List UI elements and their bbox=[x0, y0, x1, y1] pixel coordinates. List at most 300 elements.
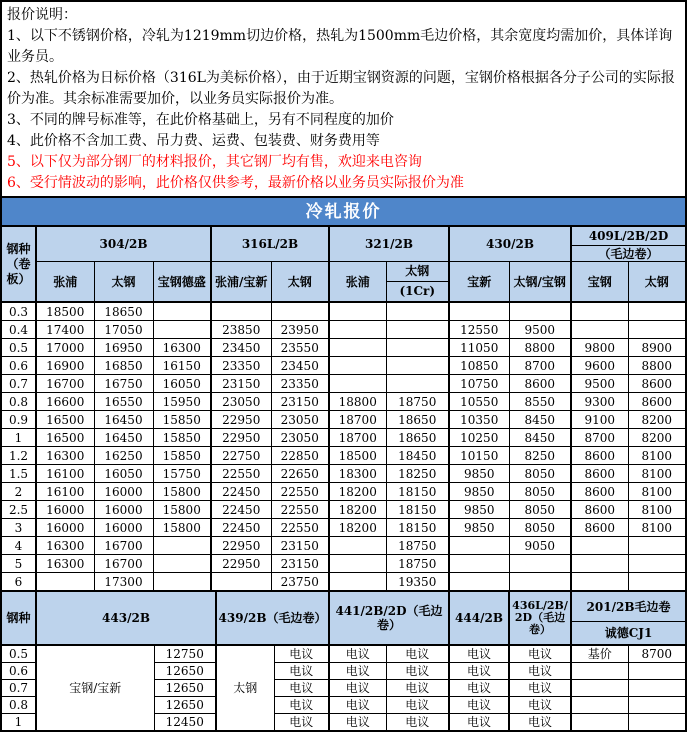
price-cell: 23850 bbox=[211, 321, 271, 339]
price-cell bbox=[628, 321, 686, 339]
group-header-439-2b: 439/2B（毛边卷） bbox=[216, 591, 329, 645]
price-cell: 18200 bbox=[329, 519, 386, 537]
price-cell: 16550 bbox=[94, 393, 153, 411]
price-cell: 17050 bbox=[94, 321, 153, 339]
price-cell: 22450 bbox=[211, 501, 271, 519]
note-line: 6、受行情波动的影响，此价格仅供参考，最新价格以业务员实际报价为准 bbox=[7, 175, 464, 191]
price-cell: 16000 bbox=[36, 519, 94, 537]
price-cell: 8100 bbox=[628, 483, 686, 501]
table-row bbox=[1, 302, 686, 321]
price-cell: 16450 bbox=[94, 429, 153, 447]
price-cell: 16900 bbox=[36, 357, 94, 375]
negotiable-cell: 电议 bbox=[386, 645, 449, 663]
mill-header-taigang-409l: 太钢 bbox=[628, 262, 686, 303]
notes-list bbox=[7, 26, 680, 194]
mill-header-baoxin-430: 宝新 bbox=[449, 262, 509, 303]
price-cell bbox=[628, 573, 686, 592]
group-header-316l-2b: 316L/2B bbox=[211, 226, 329, 262]
price-cell: 23350 bbox=[271, 375, 329, 393]
group-subheader-409l-millEdge: （毛边卷） bbox=[571, 246, 686, 262]
row-label-thickness: 1.2 bbox=[1, 447, 36, 465]
price-cell: 11050 bbox=[449, 339, 509, 357]
price-cell: 16050 bbox=[153, 375, 211, 393]
price-cell bbox=[386, 339, 449, 357]
group-header-436l-2b-2d: 436L/2B/2D（毛边卷） bbox=[509, 591, 571, 645]
price-cell bbox=[386, 321, 449, 339]
base-price-value bbox=[628, 714, 686, 732]
price-cell: 18150 bbox=[386, 501, 449, 519]
price-cell: 18150 bbox=[386, 519, 449, 537]
row-label-thickness: 0.6 bbox=[1, 357, 36, 375]
price-cell bbox=[449, 573, 509, 592]
mill-header-1cr-321: (1Cr) bbox=[387, 281, 449, 301]
negotiable-cell: 电议 bbox=[329, 714, 386, 732]
corner-header-grade-2: 钢种 bbox=[1, 591, 36, 645]
table-row bbox=[1, 429, 686, 447]
price-cell: 16500 bbox=[36, 429, 94, 447]
price-cell: 15800 bbox=[153, 483, 211, 501]
table-row bbox=[1, 465, 686, 483]
price-cell: 9050 bbox=[509, 537, 571, 555]
price-cell: 16700 bbox=[94, 555, 153, 573]
price-cell: 8250 bbox=[509, 447, 571, 465]
price-cell bbox=[329, 573, 386, 592]
price-cell: 8600 bbox=[571, 501, 628, 519]
price-cell: 9600 bbox=[571, 357, 628, 375]
row-label-thickness: 0.4 bbox=[1, 321, 36, 339]
price-cell: 18750 bbox=[386, 555, 449, 573]
price-cell: 8700 bbox=[509, 357, 571, 375]
price-cell bbox=[628, 555, 686, 573]
price-cell: 8600 bbox=[571, 519, 628, 537]
price-cell: 9850 bbox=[449, 501, 509, 519]
price-cell: 22450 bbox=[211, 519, 271, 537]
price-cell bbox=[449, 302, 509, 321]
ferritic-quotation-table bbox=[0, 590, 687, 732]
price-cell bbox=[571, 573, 628, 592]
price-cell: 16300 bbox=[36, 555, 94, 573]
mill-header-zhangpu-321: 张浦 bbox=[329, 262, 386, 303]
price-cell: 23150 bbox=[271, 393, 329, 411]
table-row bbox=[1, 573, 686, 592]
price-cell: 22550 bbox=[271, 501, 329, 519]
table-row bbox=[1, 447, 686, 465]
negotiable-cell: 电议 bbox=[509, 697, 571, 714]
price-cell: 16300 bbox=[153, 339, 211, 357]
negotiable-cell: 电议 bbox=[509, 663, 571, 680]
price-cell: 15750 bbox=[153, 465, 211, 483]
price-cell bbox=[271, 302, 329, 321]
price-cell bbox=[509, 302, 571, 321]
negotiable-cell: 电议 bbox=[329, 663, 386, 680]
price-cell: 8600 bbox=[628, 375, 686, 393]
group-header-201-2b: 201/2B毛边卷 bbox=[571, 591, 686, 622]
price-cell bbox=[329, 357, 386, 375]
price-cell: 22850 bbox=[271, 447, 329, 465]
price-cell bbox=[571, 321, 628, 339]
row-label-thickness: 1 bbox=[1, 429, 36, 447]
mill-header-zhangpu-304: 张浦 bbox=[36, 262, 94, 303]
price-cell: 17000 bbox=[36, 339, 94, 357]
base-price-label bbox=[571, 680, 628, 697]
row-label-thickness: 1 bbox=[1, 714, 36, 732]
negotiable-cell: 电议 bbox=[449, 645, 509, 663]
price-cell bbox=[571, 555, 628, 573]
price-cell: 22750 bbox=[211, 447, 271, 465]
price-cell: 18300 bbox=[329, 465, 386, 483]
row-label-thickness: 0.5 bbox=[1, 339, 36, 357]
price-cell: 8700 bbox=[571, 429, 628, 447]
price-cell: 9100 bbox=[571, 411, 628, 429]
group-header-441-2b-2d: 441/2B/2D（毛边卷） bbox=[329, 591, 449, 645]
price-cell bbox=[571, 302, 628, 321]
price-cell: 23050 bbox=[271, 429, 329, 447]
row-label-thickness: 5 bbox=[1, 555, 36, 573]
price-cell bbox=[329, 302, 386, 321]
row-label-thickness: 0.9 bbox=[1, 411, 36, 429]
price-cell bbox=[153, 537, 211, 555]
notes-title: 报价说明： bbox=[7, 7, 77, 23]
price-cell: 10250 bbox=[449, 429, 509, 447]
price-cell bbox=[153, 321, 211, 339]
price-cell bbox=[153, 555, 211, 573]
negotiable-cell: 电议 bbox=[386, 697, 449, 714]
negotiable-cell: 电议 bbox=[274, 680, 329, 697]
price-cell bbox=[329, 321, 386, 339]
price-cell: 8450 bbox=[509, 411, 571, 429]
base-price-value: 8700 bbox=[628, 645, 686, 663]
table-row bbox=[1, 519, 686, 537]
negotiable-cell: 电议 bbox=[329, 697, 386, 714]
price-cell bbox=[153, 302, 211, 321]
price-cell: 18200 bbox=[329, 483, 386, 501]
price-cell: 8050 bbox=[509, 465, 571, 483]
price-cell: 8600 bbox=[509, 375, 571, 393]
price-cell: 16100 bbox=[36, 483, 94, 501]
row-label-thickness: 0.8 bbox=[1, 393, 36, 411]
price-cell: 18700 bbox=[329, 429, 386, 447]
group-header-304-2b: 304/2B bbox=[36, 226, 211, 262]
table-row bbox=[1, 375, 686, 393]
price-cell: 15850 bbox=[153, 447, 211, 465]
price-cell: 9300 bbox=[571, 393, 628, 411]
price-cell: 12450 bbox=[154, 714, 216, 732]
price-cell: 16500 bbox=[36, 411, 94, 429]
price-cell: 10750 bbox=[449, 375, 509, 393]
price-cell: 15800 bbox=[153, 519, 211, 537]
price-cell: 8100 bbox=[628, 465, 686, 483]
group-header-444-2b: 444/2B bbox=[449, 591, 509, 645]
price-cell: 9500 bbox=[509, 321, 571, 339]
price-cell bbox=[628, 302, 686, 321]
base-price-label bbox=[571, 697, 628, 714]
price-cell: 18650 bbox=[386, 429, 449, 447]
price-cell: 16000 bbox=[94, 483, 153, 501]
price-cell bbox=[509, 573, 571, 592]
row-label-thickness: 2.5 bbox=[1, 501, 36, 519]
table-row bbox=[1, 393, 686, 411]
price-cell bbox=[153, 573, 211, 592]
price-cell: 9800 bbox=[571, 339, 628, 357]
price-cell: 16700 bbox=[36, 375, 94, 393]
mill-header-row bbox=[1, 262, 686, 303]
group-header-443-2b: 443/2B bbox=[36, 591, 216, 645]
row-label-thickness: 0.5 bbox=[1, 645, 36, 663]
price-cell: 12650 bbox=[154, 680, 216, 697]
price-cell: 8600 bbox=[628, 393, 686, 411]
price-cell bbox=[36, 573, 94, 592]
negotiable-cell: 电议 bbox=[449, 663, 509, 680]
negotiable-cell: 电议 bbox=[449, 697, 509, 714]
price-cell: 9500 bbox=[571, 375, 628, 393]
price-cell: 17300 bbox=[94, 573, 153, 592]
table-row bbox=[1, 537, 686, 555]
base-price-label: 基价 bbox=[571, 645, 628, 663]
price-cell: 16950 bbox=[94, 339, 153, 357]
negotiable-cell: 电议 bbox=[386, 663, 449, 680]
grade-group-row-2 bbox=[1, 591, 686, 622]
table-row bbox=[1, 645, 686, 663]
price-cell: 22550 bbox=[271, 483, 329, 501]
grade-group-row bbox=[1, 226, 686, 246]
price-cell: 22650 bbox=[271, 465, 329, 483]
price-cell: 16300 bbox=[36, 447, 94, 465]
price-cell: 16000 bbox=[94, 501, 153, 519]
price-cell: 22550 bbox=[271, 519, 329, 537]
price-cell: 8200 bbox=[628, 411, 686, 429]
price-cell: 16100 bbox=[36, 465, 94, 483]
table-row bbox=[1, 501, 686, 519]
group-subheader-chengde-cj1: 诚德CJ1 bbox=[571, 622, 686, 646]
price-cell: 8800 bbox=[509, 339, 571, 357]
price-cell: 9850 bbox=[449, 465, 509, 483]
cold-rolled-quotation-table bbox=[0, 196, 687, 592]
price-cell bbox=[628, 537, 686, 555]
base-price-value bbox=[628, 697, 686, 714]
row-label-thickness: 0.8 bbox=[1, 697, 36, 714]
negotiable-cell: 电议 bbox=[449, 714, 509, 732]
price-cell: 18650 bbox=[94, 302, 153, 321]
note-line: 2、热轧价格为日标价格（316L为美标价格），由于近期宝钢资源的问题，宝钢价格根据各分子公司的实际报价为准。其余标准需要加价，以业务员实际报价为准。 bbox=[7, 70, 675, 107]
table-row bbox=[1, 357, 686, 375]
mill-cell-baogang-baoxin: 宝钢/宝新 bbox=[36, 645, 154, 731]
price-cell: 18800 bbox=[329, 393, 386, 411]
price-cell bbox=[509, 555, 571, 573]
price-cell: 16050 bbox=[94, 465, 153, 483]
price-cell: 16450 bbox=[94, 411, 153, 429]
row-label-thickness: 0.6 bbox=[1, 663, 36, 680]
row-label-thickness: 6 bbox=[1, 573, 36, 592]
price-cell: 17400 bbox=[36, 321, 94, 339]
price-cell: 23450 bbox=[271, 357, 329, 375]
row-label-thickness: 2 bbox=[1, 483, 36, 501]
price-cell bbox=[386, 357, 449, 375]
row-label-thickness: 4 bbox=[1, 537, 36, 555]
price-cell bbox=[211, 573, 271, 592]
price-cell: 8550 bbox=[509, 393, 571, 411]
base-price-label bbox=[571, 714, 628, 732]
price-cell: 23150 bbox=[211, 375, 271, 393]
price-cell: 16600 bbox=[36, 393, 94, 411]
price-cell: 8050 bbox=[509, 519, 571, 537]
price-cell: 9850 bbox=[449, 483, 509, 501]
notes-section bbox=[0, 0, 687, 196]
price-cell: 23750 bbox=[271, 573, 329, 592]
negotiable-cell: 电议 bbox=[509, 645, 571, 663]
row-label-thickness: 0.7 bbox=[1, 375, 36, 393]
price-cell: 16300 bbox=[36, 537, 94, 555]
price-cell bbox=[449, 537, 509, 555]
price-cell: 23050 bbox=[271, 411, 329, 429]
price-cell: 23050 bbox=[211, 393, 271, 411]
negotiable-cell: 电议 bbox=[329, 645, 386, 663]
price-cell: 18250 bbox=[386, 465, 449, 483]
price-cell: 9850 bbox=[449, 519, 509, 537]
negotiable-cell: 电议 bbox=[274, 714, 329, 732]
price-cell bbox=[386, 302, 449, 321]
price-cell: 8200 bbox=[628, 429, 686, 447]
price-cell: 12550 bbox=[449, 321, 509, 339]
price-cell: 16150 bbox=[153, 357, 211, 375]
note-line: 5、以下仅为部分钢厂的材料报价，其它钢厂均有售，欢迎来电咨询 bbox=[7, 154, 422, 170]
group-header-430-2b: 430/2B bbox=[449, 226, 571, 262]
corner-header-grade: 钢种（卷板） bbox=[1, 226, 36, 302]
price-cell: 12650 bbox=[154, 697, 216, 714]
table-row bbox=[1, 555, 686, 573]
mill-header-taigang-321: 太钢 bbox=[405, 264, 430, 278]
price-cell: 8600 bbox=[571, 465, 628, 483]
table-row bbox=[1, 339, 686, 357]
price-cell: 22950 bbox=[211, 411, 271, 429]
price-cell: 23150 bbox=[271, 537, 329, 555]
table-row bbox=[1, 483, 686, 501]
note-line: 4、此价格不含加工费、吊力费、运费、包装费、财务费用等 bbox=[7, 133, 380, 149]
price-cell: 18750 bbox=[386, 393, 449, 411]
price-cell: 8100 bbox=[628, 447, 686, 465]
price-cell: 8900 bbox=[628, 339, 686, 357]
negotiable-cell: 电议 bbox=[274, 645, 329, 663]
price-cell: 8600 bbox=[571, 483, 628, 501]
price-cell: 16750 bbox=[94, 375, 153, 393]
negotiable-cell: 电议 bbox=[509, 714, 571, 732]
mill-cell-taigang: 太钢 bbox=[216, 645, 274, 731]
price-cell: 18650 bbox=[386, 411, 449, 429]
negotiable-cell: 电议 bbox=[509, 680, 571, 697]
price-cell bbox=[329, 375, 386, 393]
price-cell: 16700 bbox=[94, 537, 153, 555]
mill-header-zhangpu-baoxin-316l: 张浦/宝新 bbox=[211, 262, 271, 303]
price-cell: 23950 bbox=[271, 321, 329, 339]
price-cell: 10350 bbox=[449, 411, 509, 429]
price-cell: 15950 bbox=[153, 393, 211, 411]
price-cell: 16000 bbox=[94, 519, 153, 537]
price-cell: 8100 bbox=[628, 501, 686, 519]
price-cell: 8800 bbox=[628, 357, 686, 375]
mill-header-taigang-baogang-430: 太钢/宝钢 bbox=[509, 262, 571, 303]
price-cell: 10150 bbox=[449, 447, 509, 465]
negotiable-cell: 电议 bbox=[274, 663, 329, 680]
price-cell bbox=[211, 302, 271, 321]
price-cell: 19350 bbox=[386, 573, 449, 592]
price-cell: 12650 bbox=[154, 663, 216, 680]
base-price-value bbox=[628, 680, 686, 697]
price-cell: 23350 bbox=[211, 357, 271, 375]
base-price-label bbox=[571, 663, 628, 680]
negotiable-cell: 电议 bbox=[274, 697, 329, 714]
price-cell: 8600 bbox=[571, 447, 628, 465]
price-cell: 18750 bbox=[386, 537, 449, 555]
row-label-thickness: 0.7 bbox=[1, 680, 36, 697]
price-cell: 8100 bbox=[628, 519, 686, 537]
price-cell: 16000 bbox=[36, 501, 94, 519]
price-cell: 10550 bbox=[449, 393, 509, 411]
price-cell: 22950 bbox=[211, 429, 271, 447]
price-cell: 18700 bbox=[329, 411, 386, 429]
price-cell bbox=[329, 339, 386, 357]
price-cell bbox=[329, 555, 386, 573]
price-cell bbox=[386, 375, 449, 393]
price-cell: 22950 bbox=[211, 555, 271, 573]
group-header-321-2b: 321/2B bbox=[329, 226, 449, 262]
group-header-409l-2b-2d: 409L/2B/2D bbox=[571, 226, 686, 246]
price-cell: 12750 bbox=[154, 645, 216, 663]
price-cell bbox=[329, 537, 386, 555]
price-cell: 22550 bbox=[211, 465, 271, 483]
price-cell: 22450 bbox=[211, 483, 271, 501]
price-cell: 18450 bbox=[386, 447, 449, 465]
negotiable-cell: 电议 bbox=[386, 714, 449, 732]
price-cell: 15800 bbox=[153, 501, 211, 519]
negotiable-cell: 电议 bbox=[449, 680, 509, 697]
price-cell bbox=[571, 537, 628, 555]
note-line: 3、不同的牌号标准等，在此价格基础上，另有不同程度的加价 bbox=[7, 112, 394, 128]
price-cell: 8450 bbox=[509, 429, 571, 447]
price-cell: 18500 bbox=[36, 302, 94, 321]
price-cell: 23550 bbox=[271, 339, 329, 357]
price-cell: 16850 bbox=[94, 357, 153, 375]
row-label-thickness: 3 bbox=[1, 519, 36, 537]
row-label-thickness: 0.3 bbox=[1, 302, 36, 321]
mill-header-taigang-304: 太钢 bbox=[94, 262, 153, 303]
table-row bbox=[1, 411, 686, 429]
mill-header-baogangdesheng-304: 宝钢德盛 bbox=[153, 262, 211, 303]
negotiable-cell: 电议 bbox=[386, 680, 449, 697]
table-row bbox=[1, 321, 686, 339]
row-label-thickness: 1.5 bbox=[1, 465, 36, 483]
price-cell bbox=[449, 555, 509, 573]
price-cell: 15850 bbox=[153, 411, 211, 429]
table-title: 冷轧报价 bbox=[1, 197, 686, 226]
price-cell: 23450 bbox=[211, 339, 271, 357]
mill-header-baogang-409l: 宝钢 bbox=[571, 262, 628, 303]
price-cell: 23150 bbox=[271, 555, 329, 573]
price-cell: 18150 bbox=[386, 483, 449, 501]
price-cell: 15850 bbox=[153, 429, 211, 447]
mill-header-taigang-1cr-321 bbox=[386, 262, 449, 303]
price-cell: 8050 bbox=[509, 483, 571, 501]
price-cell: 18500 bbox=[329, 447, 386, 465]
table-title-row bbox=[1, 197, 686, 226]
price-cell: 10850 bbox=[449, 357, 509, 375]
price-cell: 18200 bbox=[329, 501, 386, 519]
price-cell: 22950 bbox=[211, 537, 271, 555]
mill-header-taigang-316l: 太钢 bbox=[271, 262, 329, 303]
price-cell: 16250 bbox=[94, 447, 153, 465]
note-line: 1、以下不锈钢价格，冷轧为1219mm切边价格，热轧为1500mm毛边价格，其余宽度均需加价，具体详询业务员。 bbox=[7, 28, 673, 65]
negotiable-cell: 电议 bbox=[329, 680, 386, 697]
price-cell: 8050 bbox=[509, 501, 571, 519]
base-price-value bbox=[628, 663, 686, 680]
